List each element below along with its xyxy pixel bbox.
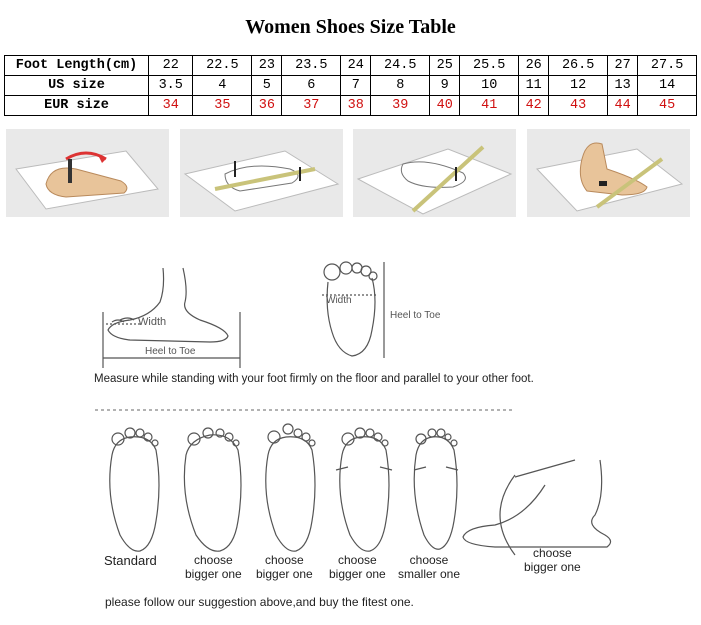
foot-standard-icon	[110, 428, 159, 551]
eur-size-row	[5, 96, 697, 116]
table-cell: 42	[519, 96, 549, 116]
table-cell: 23	[252, 56, 282, 76]
label-choose-smaller: choose smaller one	[398, 553, 461, 581]
measurement-diagram	[0, 240, 701, 625]
table-cell: 27	[608, 56, 638, 76]
side-heel-to-toe-label: Heel to Toe	[145, 346, 196, 357]
table-cell: 7	[341, 76, 371, 96]
table-cell: 11	[519, 76, 549, 96]
label-choose-bigger-2: choose bigger one	[256, 553, 313, 581]
table-cell: 3.5	[149, 76, 193, 96]
table-cell: 40	[430, 96, 460, 116]
table-cell: 8	[371, 76, 430, 96]
table-cell: 41	[460, 96, 519, 116]
table-cell: 38	[341, 96, 371, 116]
footer-suggestion: please follow our suggestion above,and buy the fitest one.	[105, 595, 414, 609]
table-cell: 34	[149, 96, 193, 116]
label-choose-bigger-3: choose bigger one	[329, 553, 386, 581]
size-table	[4, 55, 697, 116]
table-cell: 6	[282, 76, 341, 96]
side-width-label: Width	[138, 316, 167, 328]
row-header: Foot Length(cm)	[5, 56, 149, 76]
table-cell: 25.5	[460, 56, 519, 76]
table-cell: 35	[193, 96, 252, 116]
label-choose-bigger-4: choose bigger one	[524, 546, 581, 574]
label-standard: Standard	[104, 553, 157, 568]
us-size-row	[5, 76, 697, 96]
table-cell: 36	[252, 96, 282, 116]
table-cell: 10	[460, 76, 519, 96]
table-cell: 13	[608, 76, 638, 96]
table-cell: 24	[341, 56, 371, 76]
row-header: US size	[5, 76, 149, 96]
foot-wide-icon	[184, 428, 241, 551]
label-choose-bigger-1: choose bigger one	[185, 553, 242, 581]
table-cell: 25	[430, 56, 460, 76]
table-cell: 14	[638, 76, 697, 96]
measure-instruction: Measure while standing with your foot firmly on the floor and parallel to your other foot.	[94, 373, 534, 385]
table-cell: 44	[608, 96, 638, 116]
table-cell: 26	[519, 56, 549, 76]
table-cell: 37	[282, 96, 341, 116]
foot-outline-ruler-photo-2	[180, 129, 343, 217]
foot-outlines	[110, 424, 611, 555]
foot-measure-photo-1	[6, 129, 169, 217]
foot-long-toe-icon	[266, 424, 315, 551]
foot-side-high-arch-icon	[463, 460, 611, 555]
table-cell: 4	[193, 76, 252, 96]
table-cell: 23.5	[282, 56, 341, 76]
top-view-foot-icon	[322, 262, 384, 358]
top-width-label: Width	[326, 295, 352, 306]
table-cell: 22	[149, 56, 193, 76]
foot-outline-ruler-photo-3	[353, 129, 516, 217]
foot-wide-arrows-icon	[336, 428, 392, 551]
table-cell: 12	[549, 76, 608, 96]
top-heel-to-toe-label: Heel to Toe	[390, 310, 441, 321]
table-cell: 5	[252, 76, 282, 96]
table-cell: 24.5	[371, 56, 430, 76]
foot-narrow-arrows-icon	[414, 429, 458, 549]
foot-length-row	[5, 56, 697, 76]
table-cell: 39	[371, 96, 430, 116]
table-cell: 9	[430, 76, 460, 96]
page-title: Women Shoes Size Table	[245, 16, 456, 38]
table-cell: 26.5	[549, 56, 608, 76]
table-cell: 27.5	[638, 56, 697, 76]
row-header: EUR size	[5, 96, 149, 116]
table-cell: 22.5	[193, 56, 252, 76]
table-cell: 45	[638, 96, 697, 116]
table-cell: 43	[549, 96, 608, 116]
foot-ruler-photo-4	[527, 129, 690, 217]
measurement-photos	[0, 124, 701, 222]
